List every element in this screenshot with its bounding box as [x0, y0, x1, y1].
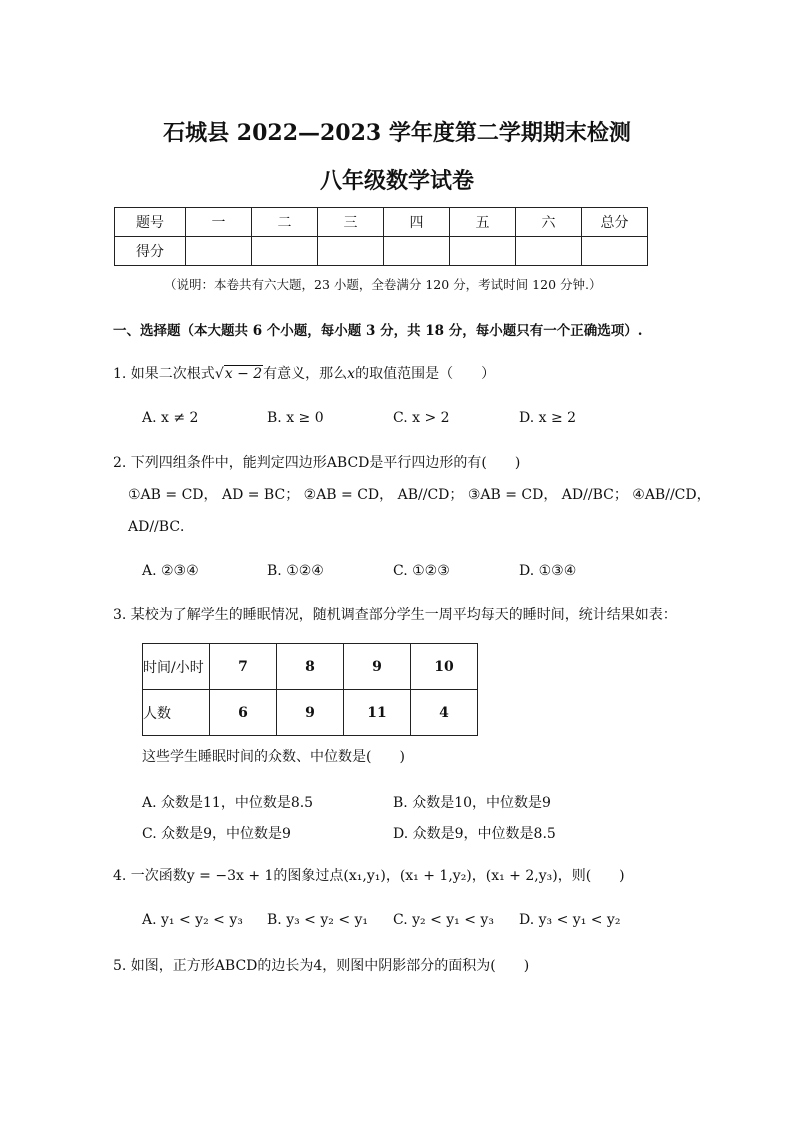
sleep-table: [142, 643, 478, 736]
score-cell[interactable]: [186, 237, 252, 266]
sleep-count-cell: 4: [411, 690, 478, 736]
question-1: [113, 365, 495, 383]
score-header-cell: 一: [186, 208, 252, 237]
score-header-cell: 题号: [115, 208, 186, 237]
score-cell[interactable]: [384, 237, 450, 266]
score-row-label: 得分: [115, 237, 186, 266]
score-cell[interactable]: [318, 237, 384, 266]
exam-subtitle: 八年级数学试卷: [319, 168, 474, 194]
q2-conditions-line2: AD//BC．: [128, 519, 195, 535]
score-row: [115, 237, 648, 266]
q3-option-c[interactable]: C. 众数是9，中位数是9: [142, 826, 291, 842]
score-header-cell: 二: [252, 208, 318, 237]
score-header-cell: 总分: [582, 208, 648, 237]
exam-title: 石城县 2022—2023 学年度第二学期期末检测: [163, 120, 631, 146]
sleep-hours-cell: 9: [344, 644, 411, 690]
q1-prefix: 1. 如果二次根式: [113, 366, 215, 382]
sqrt-expression: √x − 2: [214, 366, 263, 382]
q1-option-c[interactable]: C. x > 2: [393, 410, 450, 426]
q1-radicand: x − 2: [224, 366, 263, 382]
q1-option-b[interactable]: B. x ≥ 0: [267, 410, 324, 426]
score-cell[interactable]: [582, 237, 648, 266]
q4-option-b[interactable]: B. y₃ < y₂ < y₁: [267, 912, 369, 928]
score-header-cell: 三: [318, 208, 384, 237]
score-table: [114, 207, 648, 266]
score-header-cell: 四: [384, 208, 450, 237]
exam-note: （说明：本卷共有六大题，23 小题，全卷满分 120 分，考试时间 120 分钟.）: [164, 277, 602, 292]
question-4: 4. 一次函数y = −3x + 1的图象过点(x₁,y₁)，(x₁ + 1,y₂)，(x₁ + 2,y₃)，则( ): [113, 868, 625, 884]
sleep-hours-cell: 10: [411, 644, 478, 690]
q3-option-d[interactable]: D. 众数是9，中位数是8.5: [393, 826, 556, 842]
q1-option-a[interactable]: A. x ≠ 2: [142, 410, 199, 426]
score-cell[interactable]: [450, 237, 516, 266]
sleep-hours-cell: 7: [210, 644, 277, 690]
score-header-cell: 六: [516, 208, 582, 237]
q3-question: 这些学生睡眠时间的众数、中位数是( ): [142, 749, 405, 765]
sleep-hours-row: [143, 644, 478, 690]
q1-var: x: [347, 366, 356, 382]
sleep-hours-label: 时间/小时: [143, 644, 210, 690]
score-cell[interactable]: [516, 237, 582, 266]
score-cell[interactable]: [252, 237, 318, 266]
sleep-count-cell: 11: [344, 690, 411, 736]
sleep-count-cell: 9: [277, 690, 344, 736]
q1-mid: 有意义，那么: [263, 366, 348, 382]
q2-option-b[interactable]: B. ①②④: [267, 563, 324, 579]
sleep-hours-cell: 8: [277, 644, 344, 690]
q2-option-d[interactable]: D. ①③④: [519, 563, 577, 579]
q4-option-a[interactable]: A. y₁ < y₂ < y₃: [142, 912, 243, 928]
section-1-heading: 一、选择题（本大题共 6 个小题，每小题 3 分，共 18 分，每小题只有一个正确选项）.: [113, 323, 643, 339]
q2-option-a[interactable]: A. ②③④: [142, 563, 199, 579]
question-3: 3. 某校为了解学生的睡眠情况，随机调查部分学生一周平均每天的睡时间，统计结果如表：: [113, 607, 677, 623]
q4-option-d[interactable]: D. y₃ < y₁ < y₂: [519, 912, 621, 928]
sleep-count-row: [143, 690, 478, 736]
sleep-count-cell: 6: [210, 690, 277, 736]
question-2: 2. 下列四组条件中，能判定四边形ABCD是平行四边形的有( ): [113, 455, 521, 471]
q4-option-c[interactable]: C. y₂ < y₁ < y₃: [393, 912, 494, 928]
q3-option-b[interactable]: B. 众数是10，中位数是9: [393, 795, 551, 811]
score-header-row: [115, 208, 648, 237]
q3-option-a[interactable]: A. 众数是11，中位数是8.5: [142, 795, 314, 811]
sleep-count-label: 人数: [143, 690, 210, 736]
q2-conditions-line1: ①AB = CD， AD = BC； ②AB = CD， AB//CD； ③AB = CD， AD//BC； ④AB//CD，: [128, 487, 711, 503]
q1-suffix: 的取值范围是（ ）: [355, 366, 496, 382]
q2-option-c[interactable]: C. ①②③: [393, 563, 450, 579]
question-5: 5. 如图，正方形ABCD的边长为4，则图中阴影部分的面积为( ): [113, 958, 530, 974]
score-header-cell: 五: [450, 208, 516, 237]
q1-option-d[interactable]: D. x ≥ 2: [519, 410, 577, 426]
